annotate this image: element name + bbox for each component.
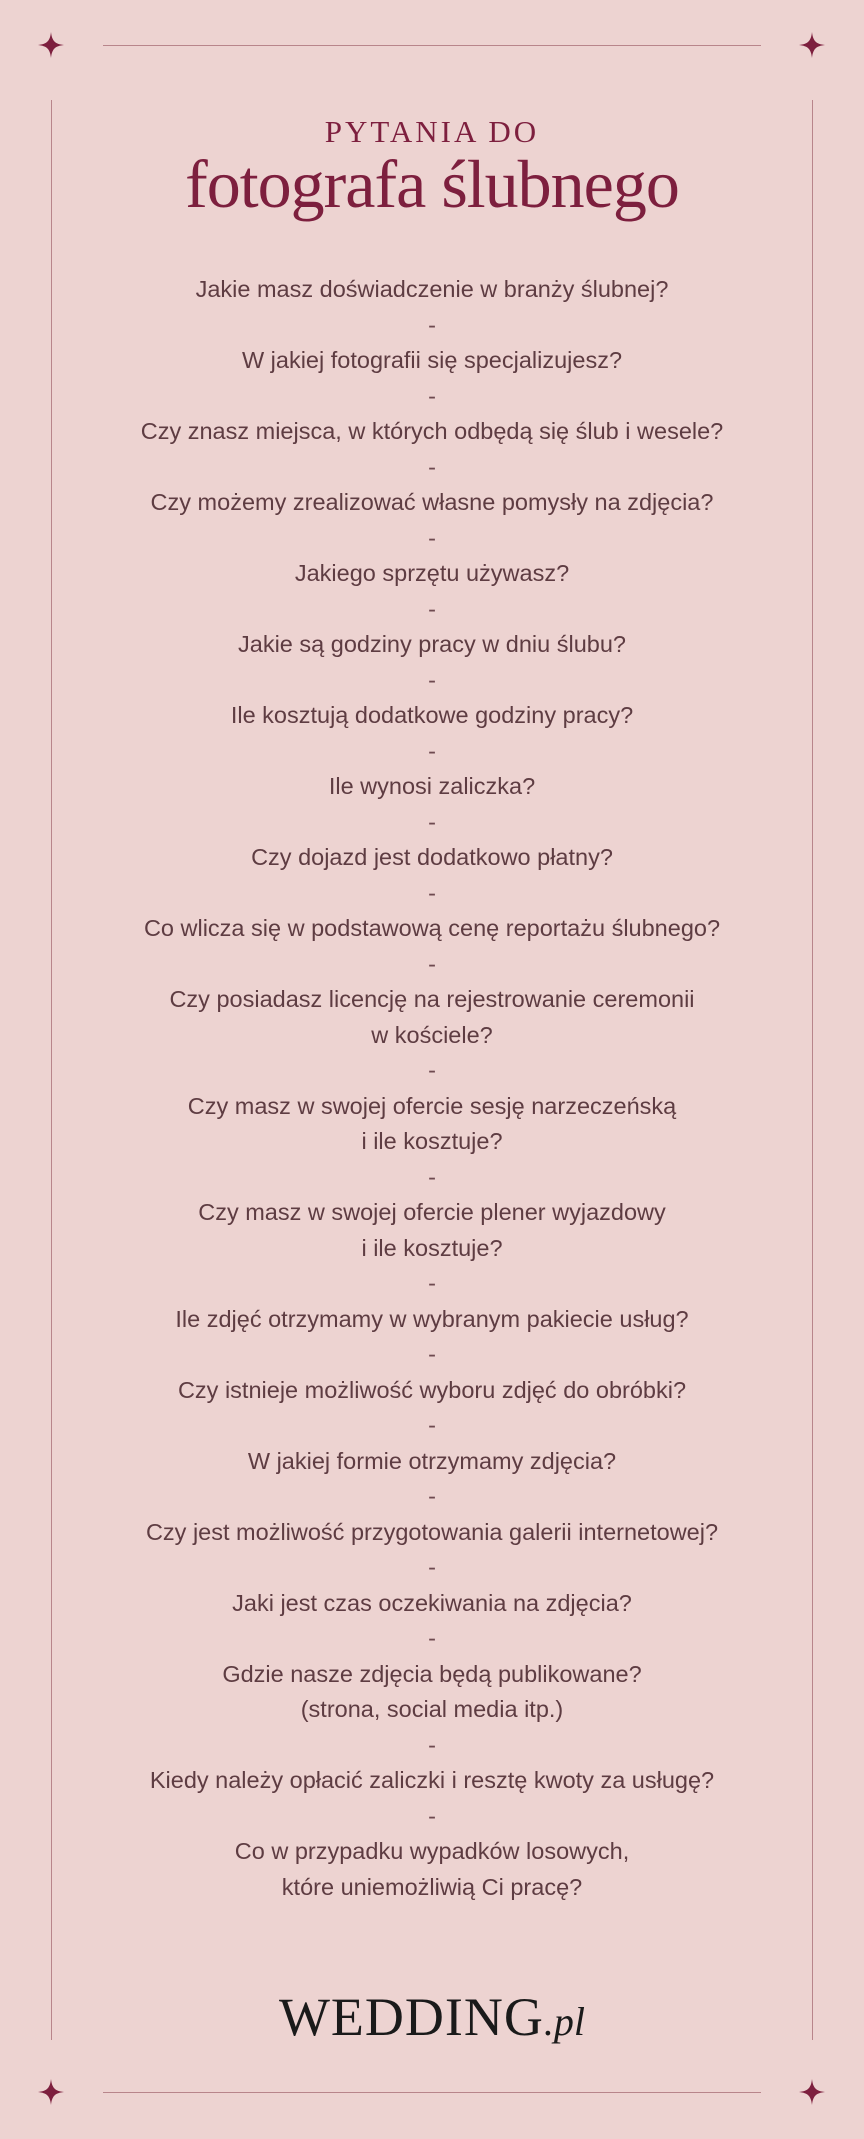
list-item: Jaki jest czas oczekiwania na zdjęcia? xyxy=(232,1589,632,1616)
list-item: Czy masz w swojej ofercie plener wyjazdowy i ile kosztuje? xyxy=(198,1199,666,1261)
question-separator: - xyxy=(428,1625,436,1651)
question-separator: - xyxy=(428,595,436,622)
left-border xyxy=(51,100,52,2040)
list-item: Gdzie nasze zdjęcia będą publikowane? (strona, social media itp.) xyxy=(222,1660,642,1722)
list-item: Ile zdjęć otrzymamy w wybranym pakiecie usług? xyxy=(175,1305,689,1332)
list-item: Czy jest możliwość przygotowania galerii internetowej? xyxy=(145,1518,719,1545)
brand-name: WEDDING xyxy=(278,1987,544,2047)
question-separator: - xyxy=(428,382,436,409)
question-separator: - xyxy=(428,1057,436,1083)
question-separator: - xyxy=(428,879,436,906)
bottom-divider xyxy=(103,2092,761,2093)
list-item: W jakiej fotografii się specjalizujesz? xyxy=(241,347,623,373)
list-item: Jakie są godziny pracy w dniu ślubu? xyxy=(238,631,626,657)
question-separator: - xyxy=(428,1731,436,1758)
list-item: Co w przypadku wypadków losowych, które uniemożliwią Ci pracę? xyxy=(234,1838,630,1900)
question-separator: - xyxy=(428,1554,436,1580)
brand-suffix: .pl xyxy=(543,1999,586,2044)
list-item: Czy istnieje możliwość wyboru zdjęć do obróbki? xyxy=(177,1376,687,1403)
question-separator: - xyxy=(428,453,436,480)
list-item: Kiedy należy opłacić zaliczki i resztę kwoty za usługę? xyxy=(149,1767,715,1793)
brand-logo xyxy=(0,1986,864,2048)
sparkle-icon xyxy=(799,32,825,58)
question-separator: - xyxy=(428,808,436,835)
question-separator: - xyxy=(428,666,436,693)
page-header xyxy=(0,112,864,220)
list-item: W jakiej formie otrzymamy zdjęcia? xyxy=(247,1447,617,1474)
list-item: Czy możemy zrealizować własne pomysły na zdjęcia? xyxy=(150,489,714,515)
list-item: Co wlicza się w podstawową cenę reportażu ślubnego? xyxy=(143,915,721,941)
list-item: Czy dojazd jest dodatkowo płatny? xyxy=(251,844,613,870)
question-separator: - xyxy=(428,1483,436,1509)
question-separator: - xyxy=(428,524,436,551)
question-separator: - xyxy=(428,1802,436,1829)
question-separator: - xyxy=(428,311,436,338)
question-separator: - xyxy=(428,1412,436,1438)
list-item: Jakiego sprzętu używasz? xyxy=(294,560,570,586)
question-separator: - xyxy=(428,1341,436,1367)
question-list xyxy=(70,272,794,1905)
question-separator: - xyxy=(428,737,436,764)
top-divider xyxy=(103,45,761,46)
list-item: Czy znasz miejsca, w których odbędą się ślub i wesele? xyxy=(140,418,724,444)
list-item: Ile wynosi zaliczka? xyxy=(328,773,536,799)
question-separator: - xyxy=(428,950,436,977)
list-item: Ile kosztują dodatkowe godziny pracy? xyxy=(230,702,634,728)
list-item: Jakie masz doświadczenie w branży ślubnej? xyxy=(195,276,669,302)
header-kicker: PYTANIA DO xyxy=(324,114,540,149)
list-item: Czy posiadasz licencję na rejestrowanie ceremonii w kościele? xyxy=(169,986,695,1048)
page-title: fotografa ślubnego xyxy=(185,146,679,222)
right-border xyxy=(812,100,813,2040)
sparkle-icon xyxy=(38,32,64,58)
question-separator: - xyxy=(428,1270,436,1296)
question-separator: - xyxy=(428,1163,436,1190)
sparkle-icon xyxy=(799,2079,825,2105)
sparkle-icon xyxy=(38,2079,64,2105)
list-item: Czy masz w swojej ofercie sesję narzeczeńską i ile kosztuje? xyxy=(187,1092,677,1154)
